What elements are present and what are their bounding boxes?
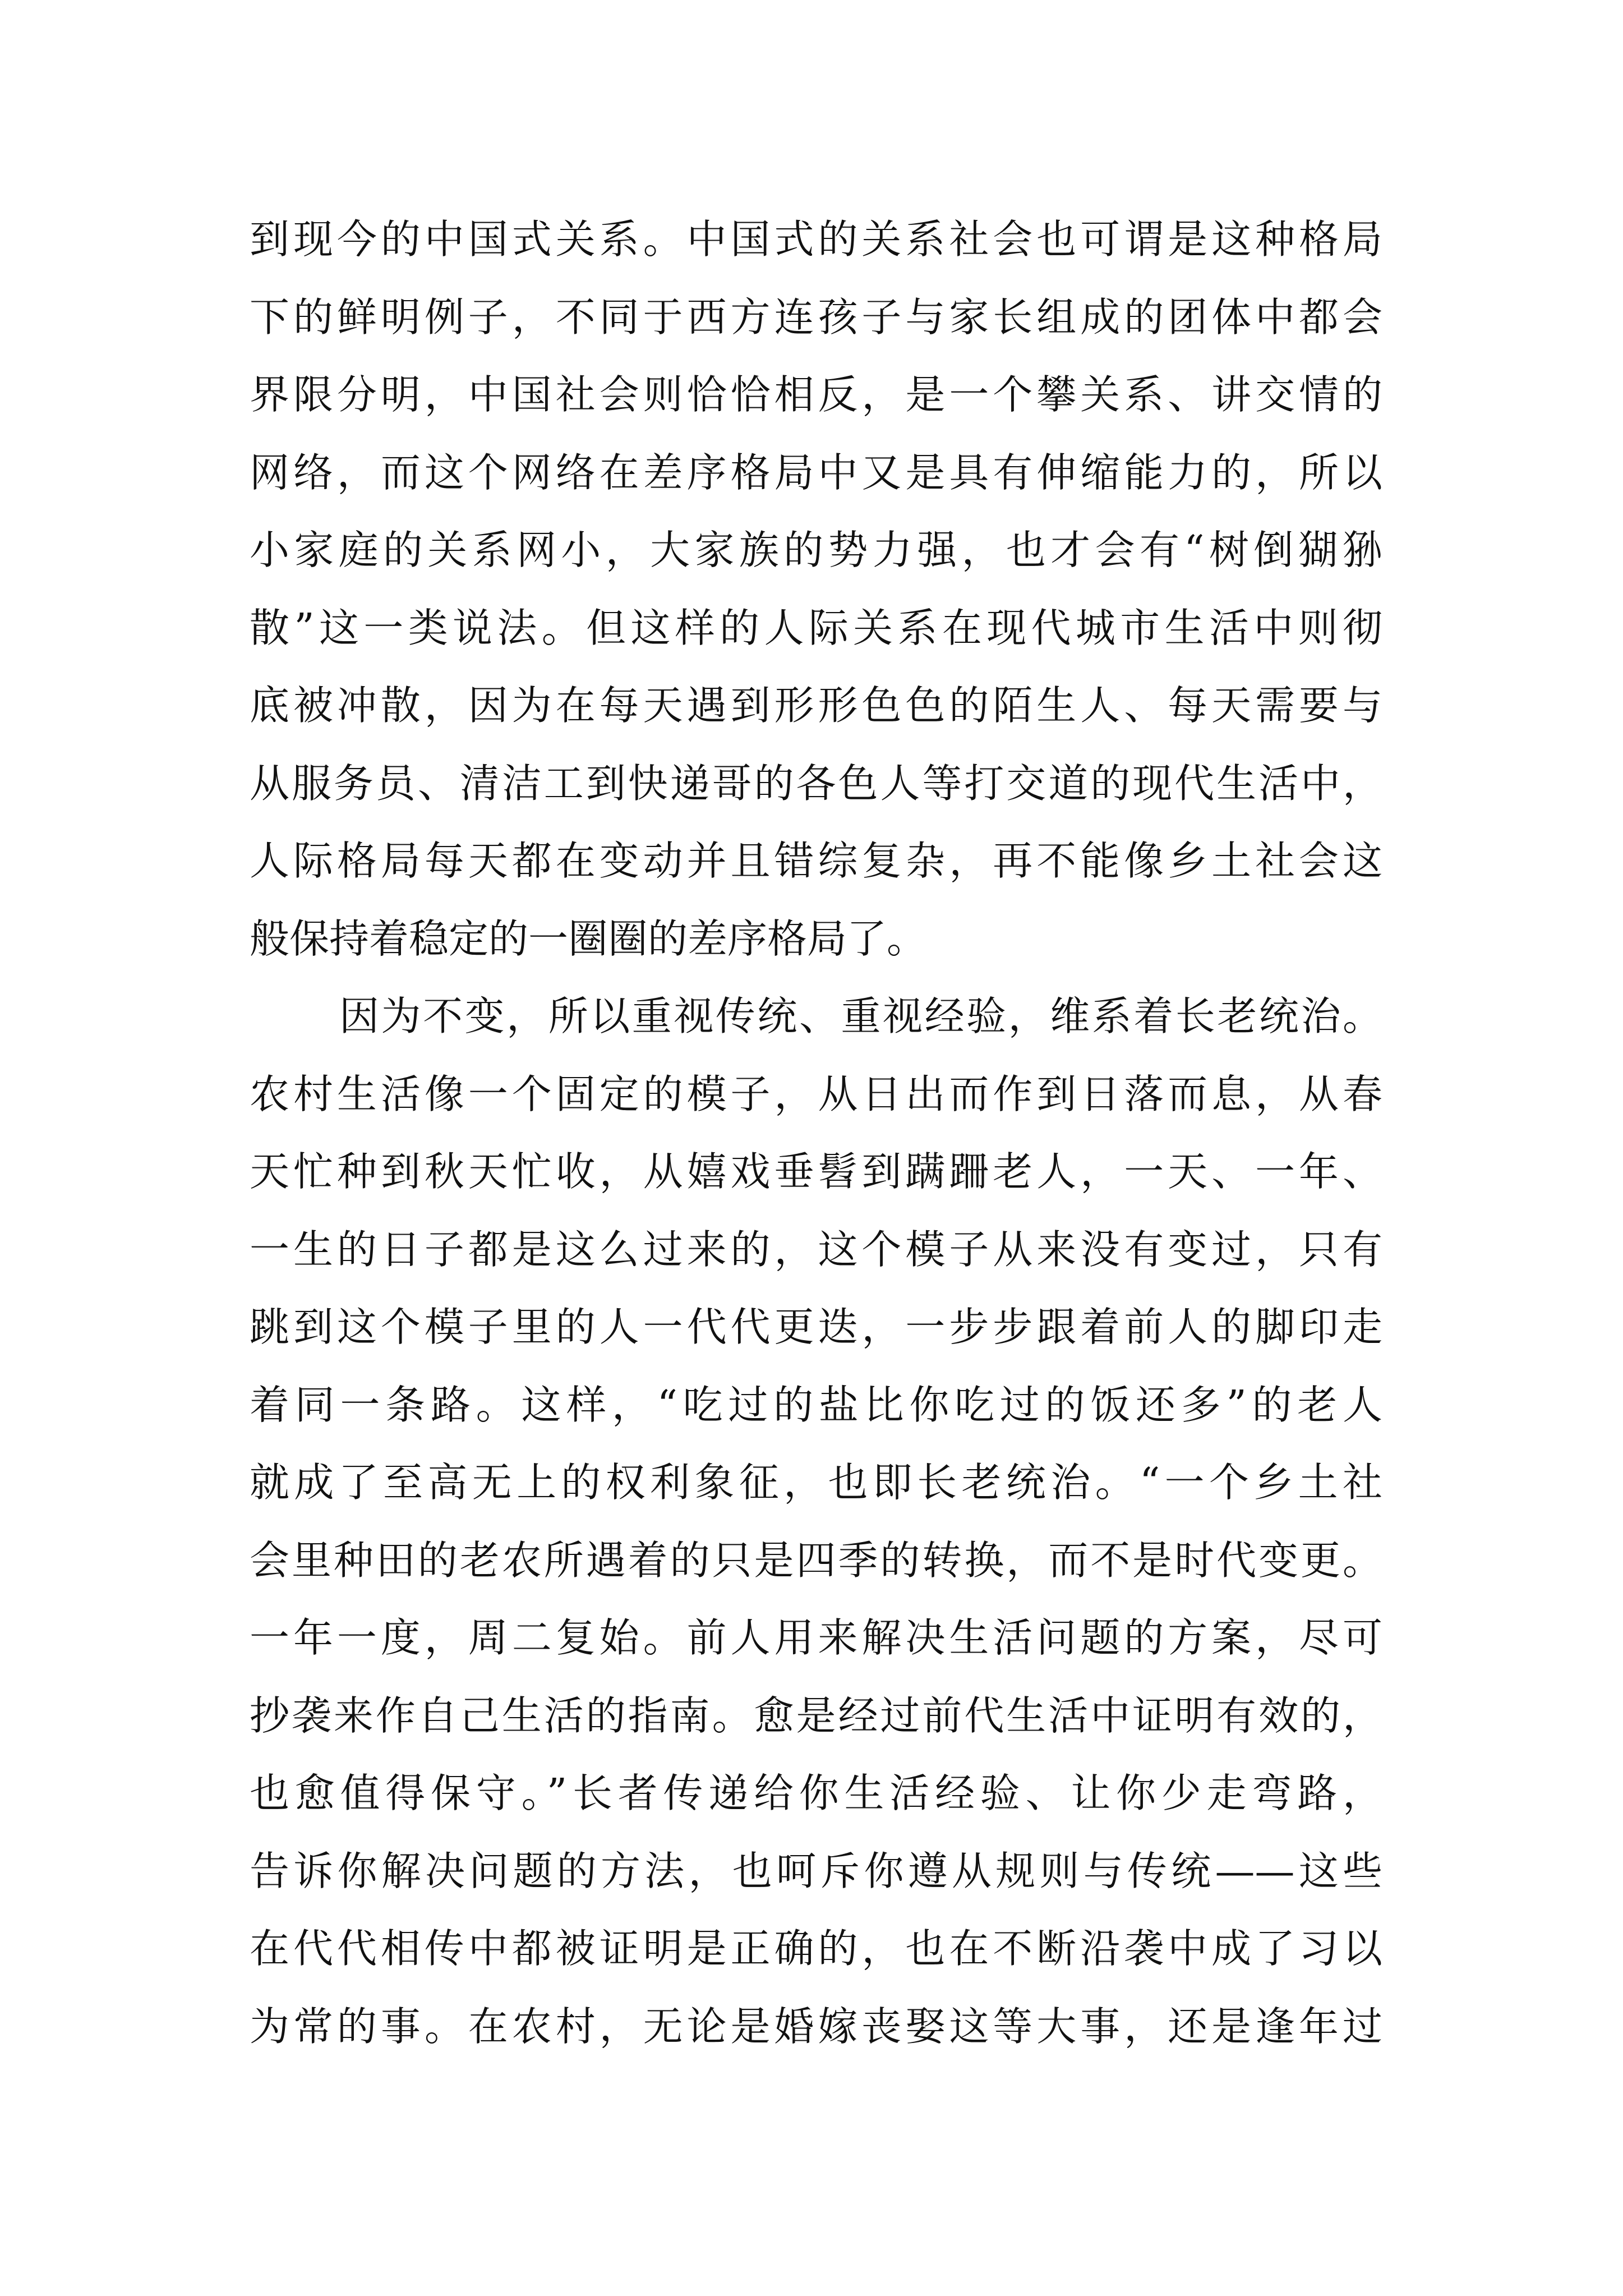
text-line: 从服务员、清洁工到快递哥的各色人等打交道的现代生活中， [250, 760, 1382, 807]
text-line: 跳到这个模子里的人一代代更迭，一步步跟着前人的脚印走 [250, 1304, 1382, 1350]
text-line: 着同一条路。这样，“吃过的盐比你吃过的饭还多”的老人 [250, 1381, 1382, 1428]
text-line: 为常的事。在农村，无论是婚嫁丧娶这等大事，还是逢年过 [250, 2003, 1382, 2050]
text-line: 界限分明，中国社会则恰恰相反，是一个攀关系、讲交情的 [250, 371, 1382, 418]
text-line: 就成了至高无上的权利象征，也即长老统治。“一个乡土社 [250, 1459, 1382, 1506]
text-line: 在代代相传中都被证明是正确的，也在不断沿袭中成了习以 [250, 1925, 1382, 1972]
text-line: 一生的日子都是这么过来的，这个模子从来没有变过，只有 [250, 1226, 1382, 1273]
text-line: 下的鲜明例子，不同于西方连孩子与家长组成的团体中都会 [250, 293, 1382, 341]
text-line: 到现今的中国式关系。中国式的关系社会也可谓是这种格局 [250, 216, 1382, 263]
text-line: 底被冲散，因为在每天遇到形形色色的陌生人、每天需要与 [250, 682, 1382, 729]
text-line: 天忙种到秋天忙收，从嬉戏垂髫到蹒跚老人，一天、一年、 [250, 1148, 1382, 1195]
paragraph-start-line: 因为不变，所以重视传统、重视经验，维系着长老统治。 [339, 993, 1382, 1039]
text-line: 一年一度，周二复始。前人用来解决生活问题的方案，尽可 [250, 1614, 1382, 1661]
text-line: 人际格局每天都在变动并且错综复杂，再不能像乡土社会这 [250, 838, 1382, 884]
text-line: 也愈值得保守。”长者传递给你生活经验、让你少走弯路， [250, 1770, 1382, 1816]
text-line: 小家庭的关系网小，大家族的势力强，也才会有“树倒猢狲 [250, 527, 1382, 573]
text-line: 农村生活像一个固定的模子，从日出而作到日落而息，从春 [250, 1070, 1382, 1117]
text-line: 散”这一类说法。但这样的人际关系在现代城市生活中则彻 [250, 604, 1382, 651]
text-line: 告诉你解决问题的方法，也呵斥你遵从规则与传统——这些 [250, 1847, 1382, 1894]
text-line: 网络，而这个网络在差序格局中又是具有伸缩能力的，所以 [250, 449, 1382, 496]
text-line: 会里种田的老农所遇着的只是四季的转换，而不是时代变更。 [250, 1536, 1382, 1584]
body-text [250, 201, 1382, 2065]
paragraph-end-line: 般保持着稳定的一圈圈的差序格局了。 [250, 915, 927, 962]
text-line: 抄袭来作自己生活的指南。愈是经过前代生活中证明有效的， [250, 1692, 1382, 1739]
